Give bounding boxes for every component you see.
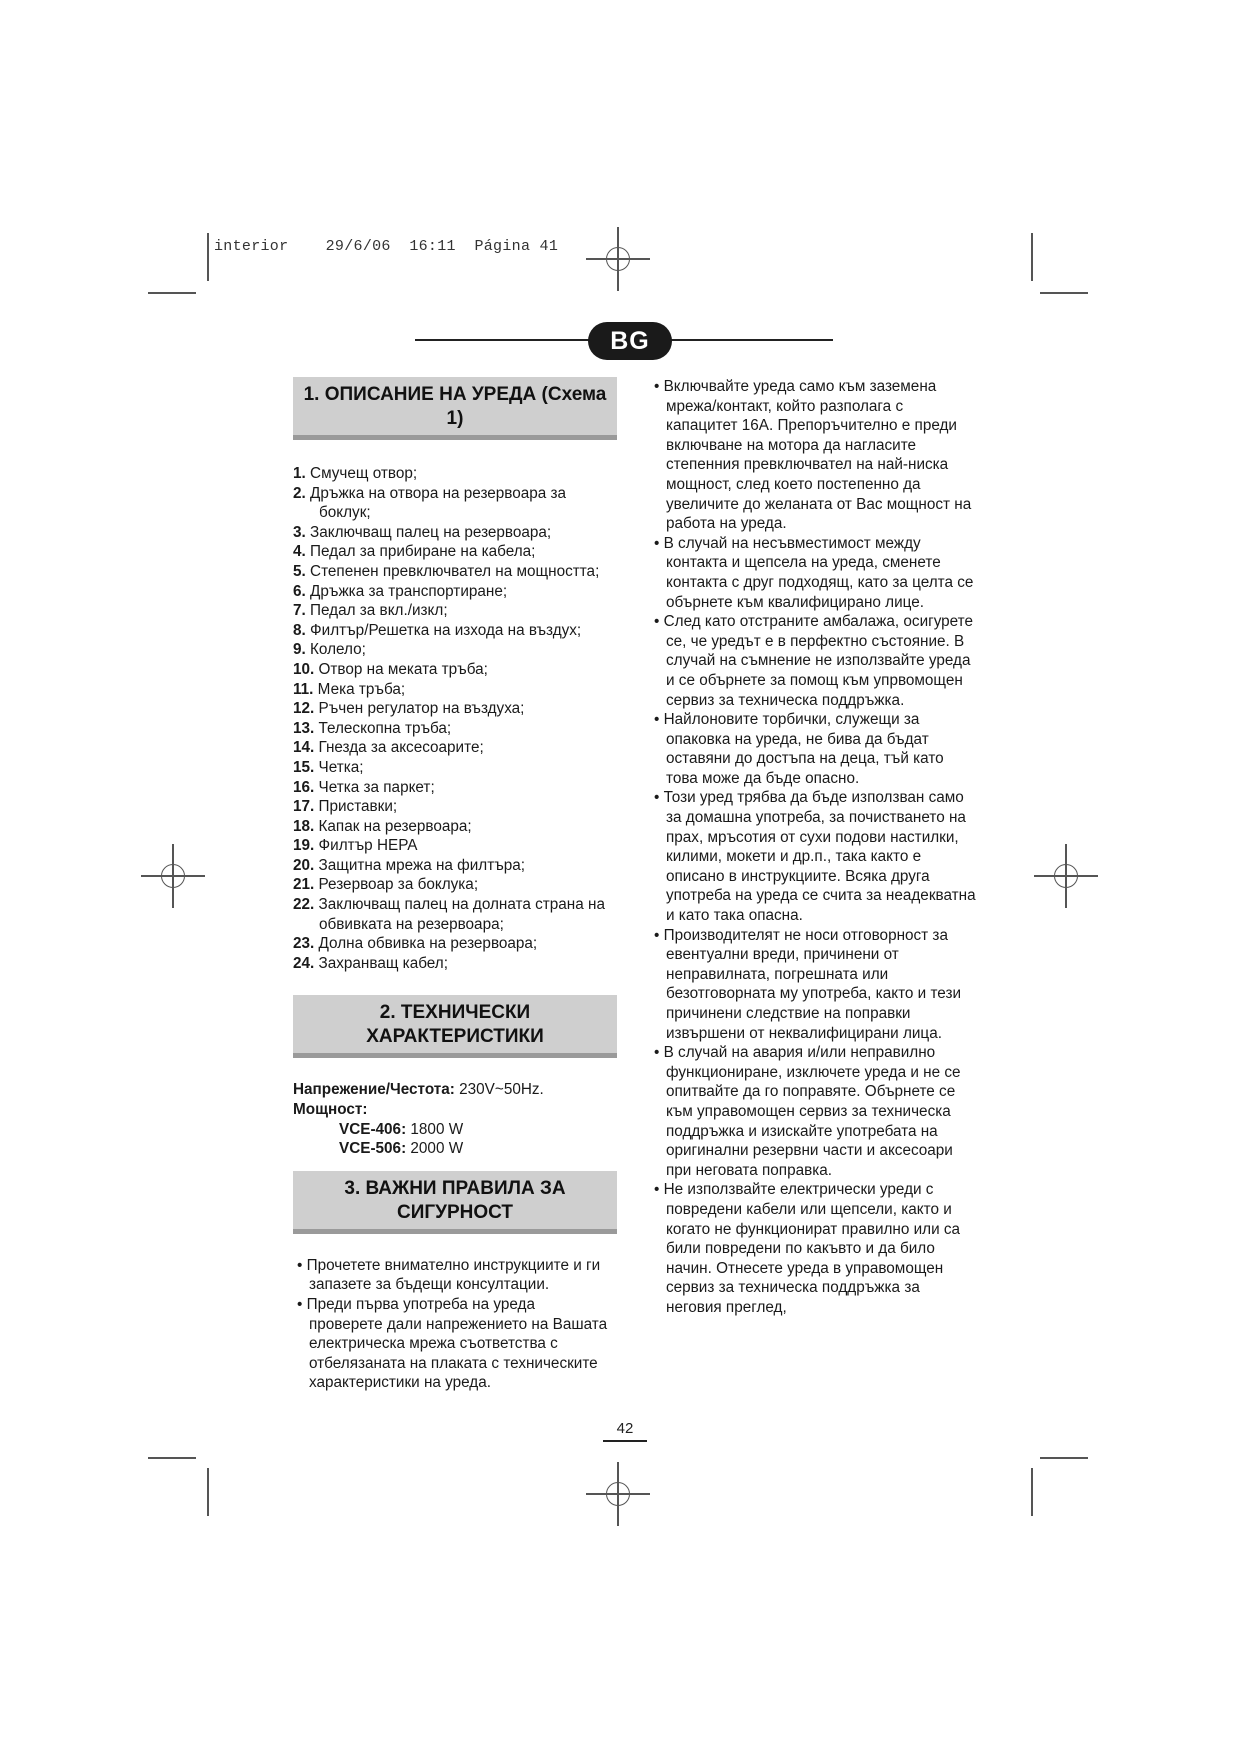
list-item-number: 15. [293,758,315,776]
list-item-number: 7. [293,602,306,620]
bullet-item: • Найлоновите торбички, служещи за опаковка на уреда, не бива да бъдат оставяни до достъпа на деца, тъй като това може да бъде опасно. [650,710,978,788]
list-item [293,719,611,739]
voltage-label: Напрежение/Честота: [293,1081,455,1099]
list-item-number: 10. [293,660,315,678]
registration-mark-left [155,858,191,894]
list-item-number: 6. [293,582,306,600]
crop-mark-bottom-right-v [1031,1468,1033,1516]
right-column [650,377,978,1318]
list-item-text: Дръжка за транспортиране; [310,582,508,600]
list-item-text: Филтър/Решетка на изхода на въздух; [310,621,582,639]
list-item-number: 17. [293,798,315,816]
safety-bullets-left [293,1256,611,1393]
list-item [293,778,611,798]
print-slug: interior 29/6/06 16:11 Página 41 [214,238,559,255]
list-item [293,895,611,934]
list-item-number: 24. [293,954,315,972]
list-item-text: Захранващ кабел; [318,954,448,972]
model-name: VCE-406: [339,1120,407,1138]
list-item-text: Заключващ палец на долната страна на обвивката на резервоара; [318,896,605,933]
list-item [293,601,611,621]
list-item-text: Четка; [318,758,364,776]
list-item-number: 21. [293,876,315,894]
list-item [293,621,611,641]
list-item-text: Приставки; [318,798,398,816]
list-item-text: Отвор на меката тръба; [318,660,488,678]
header-rule-left [415,339,595,341]
crop-mark-top-left-v [207,233,209,281]
parts-list [293,464,611,973]
list-item-number: 3. [293,523,306,541]
bullet-item: • Производителят не носи отговорност за евентуални вреди, причинени от неправилната, погрешната или безотговорната му употреба, както и тези причинени следствие на поправки извършени от неквалифицирани лица. [650,926,978,1044]
voltage-value: 230V~50Hz. [459,1081,544,1099]
list-item-number: 9. [293,641,306,659]
model-506-line [293,1139,611,1159]
model-name: VCE-506: [339,1140,407,1158]
power-label: Мощност: [293,1101,368,1119]
list-item-number: 1. [293,465,306,482]
section-3-heading [293,1171,617,1234]
list-item [293,954,611,974]
model-power: 1800 W [410,1120,464,1138]
registration-mark-top [600,241,636,277]
list-item-text: Капак на резервоара; [318,817,472,835]
section-2-heading: 2. ТЕХНИЧЕСКИ ХАРАКТЕРИСТИКИ [293,995,617,1058]
crop-mark-bottom-left-h [148,1457,196,1459]
list-item-text: Телескопна тръба; [318,719,452,737]
list-item-number: 12. [293,700,315,718]
list-item [293,934,611,954]
bullet-item: • Преди първа употреба на уреда проверете дали напрежението на Вашата електрическа мрежа съответства с отбелязаната на плаката с техническите характеристики на уреда. [293,1295,611,1393]
list-item-text: Гнезда за аксесоарите; [318,739,484,757]
list-item-number: 18. [293,817,315,835]
bullet-item: • В случай на авария и/или неправилно функциониране, изключете уреда и не се опитвайте да го поправяте. Обърнете се към управомощен сервиз за техническа поддръжка и изискайте употребата на оригинални резервни части и аксесоари при неговата поправка. [650,1043,978,1180]
registration-mark-bottom [600,1476,636,1512]
crop-mark-top-right-v [1031,233,1033,281]
list-item-number: 13. [293,719,315,737]
list-item [293,523,611,543]
list-item [293,758,611,778]
safety-bullets-right [650,377,978,1318]
registration-mark-right [1048,858,1084,894]
list-item [293,640,611,660]
list-item [293,464,611,484]
list-item-text: Колело; [310,641,366,659]
list-item-number: 2. [293,484,306,502]
bullet-item: • Не използвайте електрически уреди с повредени кабели или щепсели, както и когато не функционират правилно или са били повредени по какъвто и да било начин. Отнесете уреда в управомощен сервиз за техническа поддръжка за неговия преглед, [650,1180,978,1317]
list-item-text: Степенен превключвател на мощността; [310,562,600,580]
list-item-number: 11. [293,680,314,698]
list-item [293,797,611,817]
list-item [293,699,611,719]
list-item [293,680,611,700]
list-item-text: Филтър HEPA [318,837,418,855]
list-item [293,836,611,856]
list-item-number: 16. [293,778,315,796]
list-item [293,660,611,680]
bullet-item: • Включвайте уреда само към заземена мрежа/контакт, който разполага с капацитет 16A. Препоръчително е преди включване на мотора да нагласите степенния превключвател на най-ниска мощност, след което постепенно да увеличите до желаната от Вас мощност на работа на уреда. [650,377,978,534]
crop-mark-top-right-h [1040,292,1088,294]
list-item [293,856,611,876]
bullet-item: • В случай на несъвместимост между контакта и щепсела на уреда, сменете контакта с друг подходящ, като за целта се обърнете към квалифицирано лице. [650,534,978,612]
list-item-number: 22. [293,896,315,914]
list-item [293,738,611,758]
list-item-text: Дръжка на отвора на резервоара за боклук; [310,484,567,522]
list-item-number: 8. [293,621,306,639]
list-item-text: Заключващ палец на резервоара; [310,523,552,541]
crop-mark-bottom-left-v [207,1468,209,1516]
list-item-text: Защитна мрежа на филтъра; [318,856,526,874]
list-item-number: 19. [293,837,315,855]
list-item-text: Резервоар за боклука; [318,876,479,894]
bullet-item: • След като отстраните амбалажа, осигурете се, че уредът е в перфектно състояние. В случай на съмнение не използвайте уреда и се обърнете за помощ към упрвомощен сервиз за техническа поддръжка. [650,612,978,710]
bullet-item: • Този уред трябва да бъде използван само за домашна употреба, за почистването на прах, мръсотия от сухи подови настилки, килими, мокети и др.п., така както е описано в инструкциите. Всяка друга употреба на уреда се счита за неадекватна и като така опасна. [650,788,978,925]
list-item-number: 5. [293,562,306,580]
crop-mark-bottom-right-h [1040,1457,1088,1459]
list-item-text: Мека тръба; [317,680,406,698]
list-item-text: Долна обвивка на резервоара; [318,935,538,953]
section-3-heading-line-2: СИГУРНОСТ [397,1201,513,1223]
section-1-heading: 1. ОПИСАНИЕ НА УРЕДА (Схема 1) [293,377,617,440]
list-item [293,484,611,523]
left-column [293,377,611,1393]
list-item-number: 14. [293,739,315,757]
list-item [293,875,611,895]
list-item-text: Смучещ отвор; [310,465,418,482]
list-item [293,562,611,582]
list-item-text: Ръчен регулатор на въздуха; [318,700,525,718]
list-item-text: Педал за прибиране на кабела; [310,543,536,561]
list-item [293,817,611,837]
list-item-number: 23. [293,935,315,953]
list-item-number: 20. [293,856,315,874]
list-item-number: 4. [293,543,306,561]
power-line [293,1100,611,1120]
voltage-line [293,1080,611,1100]
list-item-text: Четка за паркет; [318,778,435,796]
list-item [293,582,611,602]
page-number: 42 [616,1420,634,1437]
crop-mark-top-left-h [148,292,196,294]
header-rule-right [665,339,833,341]
model-406-line [293,1120,611,1140]
bullet-item: • Прочетете внимателно инструкциите и ги запазете за бъдещи консултации. [293,1256,611,1295]
language-badge: BG [588,322,672,360]
list-item-text: Педал за вкл./изкл; [310,602,448,620]
page-number-underline [603,1440,647,1442]
model-power: 2000 W [410,1140,464,1158]
list-item [293,542,611,562]
section-3-heading-line-1: 3. ВАЖНИ ПРАВИЛА ЗА [344,1177,566,1199]
